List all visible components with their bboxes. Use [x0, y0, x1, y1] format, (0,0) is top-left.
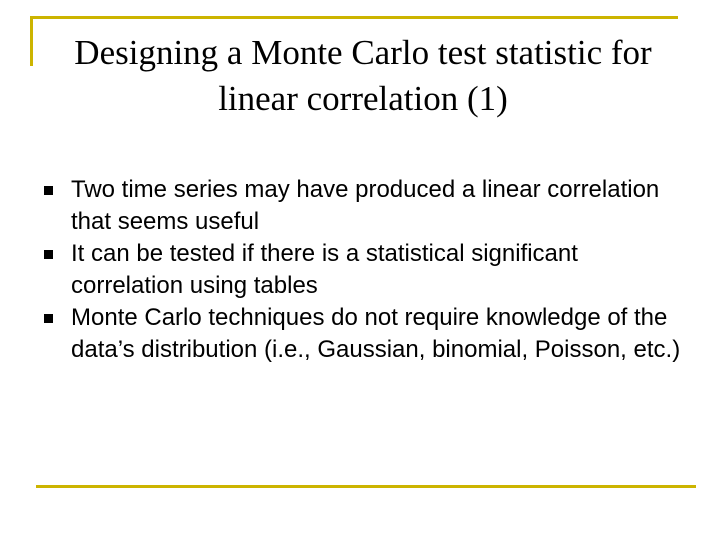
bullet-text: It can be tested if there is a statistical significant correlation using tables [71, 240, 578, 299]
bullet-item [44, 174, 684, 238]
title-top-rule [32, 16, 678, 19]
footer-rule [36, 485, 696, 488]
square-bullet-icon [44, 314, 53, 323]
bullet-item [44, 302, 684, 366]
bullet-list [44, 174, 684, 366]
square-bullet-icon [44, 186, 53, 195]
bullet-item [44, 238, 684, 302]
bullet-text: Two time series may have produced a linear correlation that seems useful [71, 176, 660, 235]
square-bullet-icon [44, 250, 53, 259]
slide-title: Designing a Monte Carlo test statistic for linear correlation (1) [74, 33, 652, 118]
bullet-text: Monte Carlo techniques do not require knowledge of the data’s distribution (i.e., Gaussian, binomial, Poisson, etc.) [71, 304, 681, 363]
